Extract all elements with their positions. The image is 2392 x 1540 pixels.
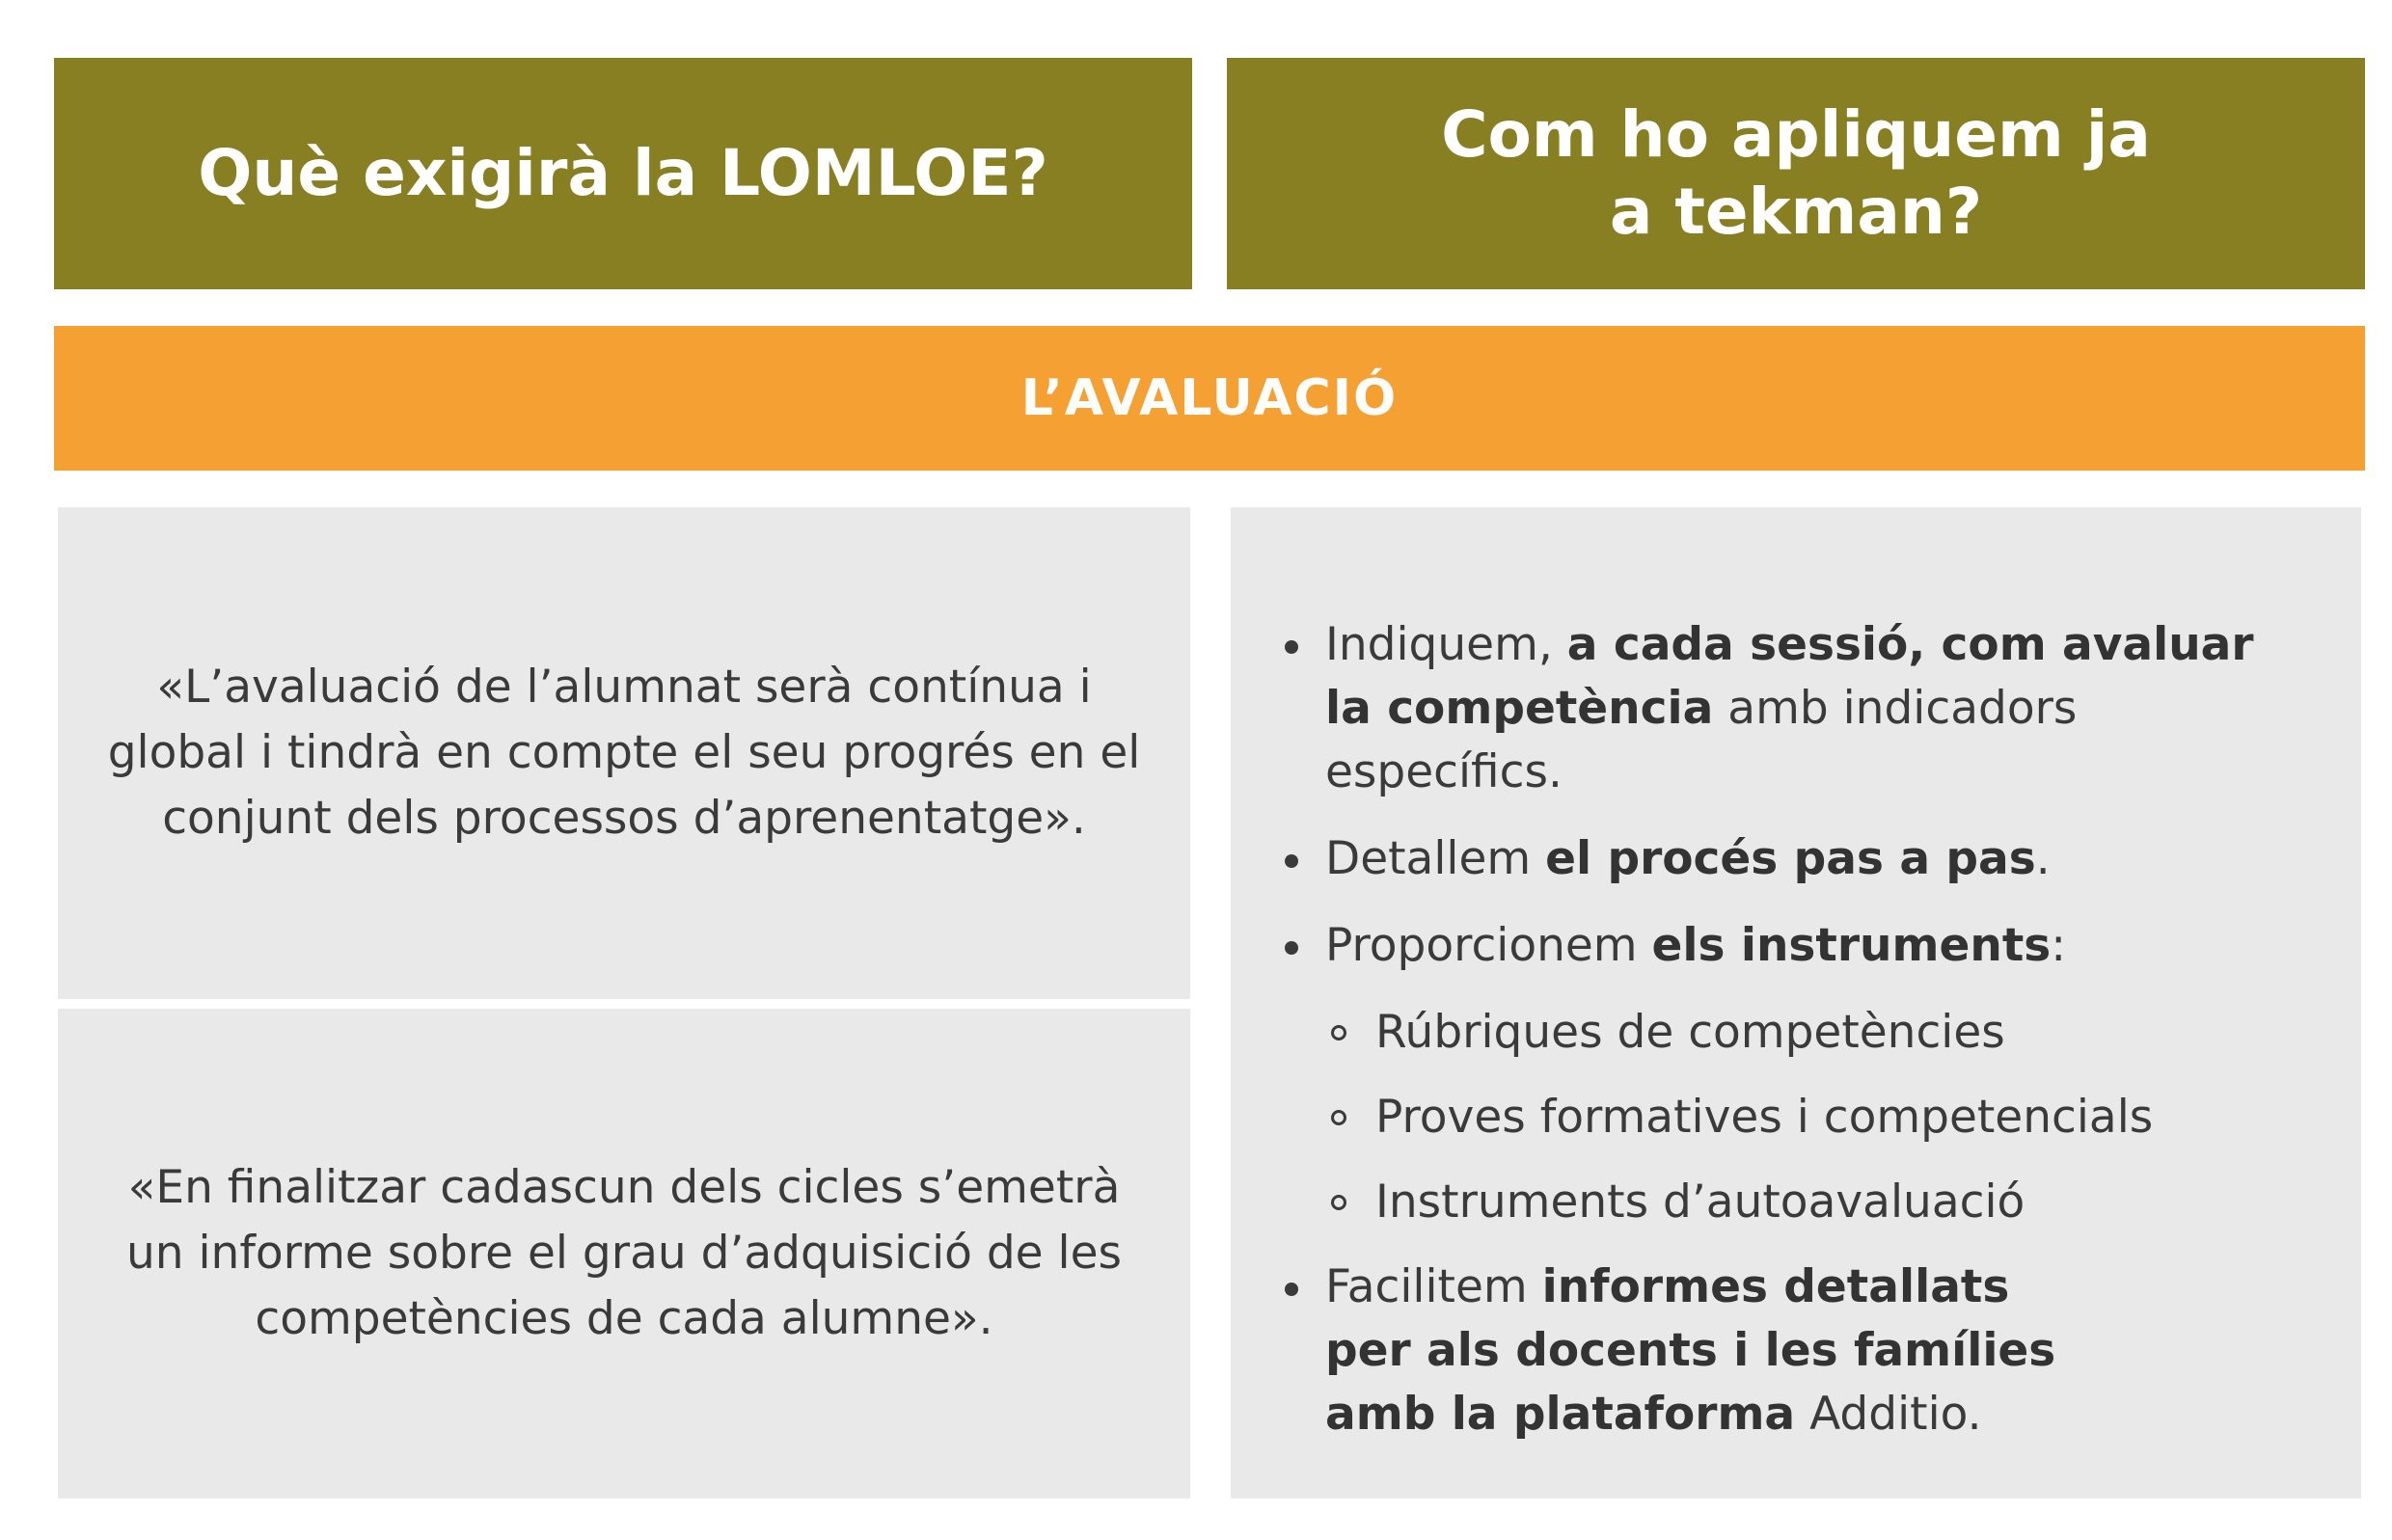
list-item-4 bbox=[1279, 1256, 2097, 1446]
list-item-3-suffix: : bbox=[2051, 919, 2067, 972]
list-item-1-bold: a cada sessió, com avaluar la competència bbox=[1325, 618, 2254, 735]
list-item-3-bold: els instruments bbox=[1651, 919, 2052, 972]
right-header bbox=[1227, 58, 2365, 289]
list-item-2-suffix: . bbox=[2035, 832, 2051, 885]
list-item-3 bbox=[1279, 914, 2313, 978]
quote-cell-1 bbox=[58, 507, 1190, 999]
list-item-2 bbox=[1279, 827, 2313, 891]
right-header-title-line2: a tekman? bbox=[1609, 175, 1983, 249]
list-item-4-prefix: Facilitem bbox=[1325, 1260, 1542, 1313]
list-item-4-suffix: Additio. bbox=[1795, 1388, 1982, 1441]
quote-cell-2 bbox=[58, 1009, 1190, 1499]
apply-list-cell bbox=[1231, 507, 2361, 1499]
list-item-1-prefix: Indiquem, bbox=[1325, 618, 1567, 671]
list-item-1-suffix: amb indicadors específics. bbox=[1325, 682, 2078, 798]
list-item-2-bold: el procés pas a pas bbox=[1545, 832, 2036, 885]
quote-text-2: «En finalitzar cadascun dels cicles s’emetrà un informe sobre el grau d’adquisició de les competències de cada alumne». bbox=[125, 1161, 1122, 1345]
left-header-title: Què exigirà la LOMLOE? bbox=[198, 136, 1048, 210]
list-item-3-prefix: Proporcionem bbox=[1325, 919, 1652, 972]
list-item-2-prefix: Detallem bbox=[1325, 832, 1546, 885]
right-header-title bbox=[1441, 96, 2151, 251]
sub-list-item-2: Proves formatives i competencials bbox=[1279, 1086, 2313, 1149]
left-header bbox=[54, 58, 1192, 289]
right-header-title-line1: Com ho apliquem ja bbox=[1441, 97, 2151, 172]
section-band bbox=[54, 326, 2365, 471]
quote-text-1: «L’avaluació de l’alumnat serà contínua i global i tindrà en compte el seu progrés en el conjunt dels processos d’aprenentatge». bbox=[107, 661, 1141, 845]
list-item-1 bbox=[1279, 613, 2313, 804]
sub-list-item-3: Instruments d’autoavaluació bbox=[1279, 1171, 2313, 1234]
section-title: L’AVALUACIÓ bbox=[1020, 369, 1399, 427]
list-item-4-bold: informes detallats per als docents i les famílies amb la plataforma bbox=[1325, 1260, 2056, 1441]
sub-list-item-1: Rúbriques de competències bbox=[1279, 1001, 2313, 1065]
